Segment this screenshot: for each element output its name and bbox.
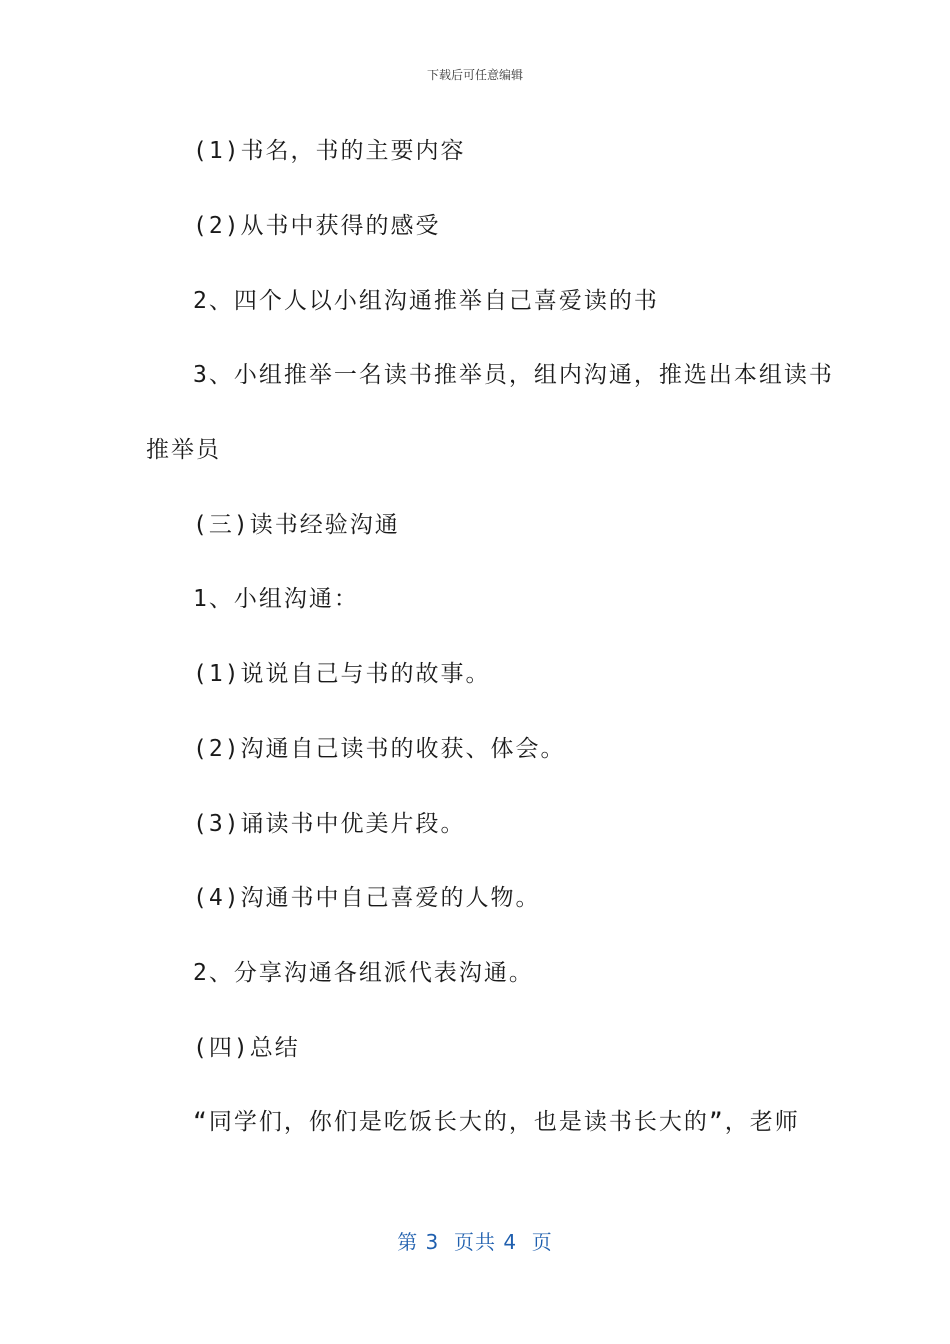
- body-line-11: (4)沟通书中自己喜爱的人物。: [193, 885, 541, 911]
- page-header: 下载后可任意编辑: [426, 68, 523, 82]
- page-footer: 第 3 页共 4 页: [397, 1230, 553, 1254]
- body-line-8: (1)说说自己与书的故事。: [193, 661, 491, 687]
- body-line-5: 推举员: [146, 437, 221, 463]
- body-line-4: 3、小组推举一名读书推举员，组内沟通，推选出本组读书: [193, 362, 834, 388]
- body-line-3: 2、四个人以小组沟通推举自己喜爱读的书: [193, 288, 659, 314]
- body-line-6: (三)读书经验沟通: [193, 512, 400, 538]
- body-line-10: (3)诵读书中优美片段。: [193, 811, 466, 837]
- body-line-2: (2)从书中获得的感受: [193, 213, 441, 239]
- body-line-14: “同学们，你们是吃饭长大的，也是读书长大的”，老师: [193, 1109, 800, 1135]
- body-line-12: 2、分享沟通各组派代表沟通。: [193, 960, 534, 986]
- body-line-1: (1)书名，书的主要内容: [193, 138, 466, 164]
- body-line-13: (四)总结: [193, 1035, 300, 1061]
- body-line-9: (2)沟通自己读书的收获、体会。: [193, 736, 566, 762]
- body-line-7: 1、小组沟通：: [193, 586, 359, 612]
